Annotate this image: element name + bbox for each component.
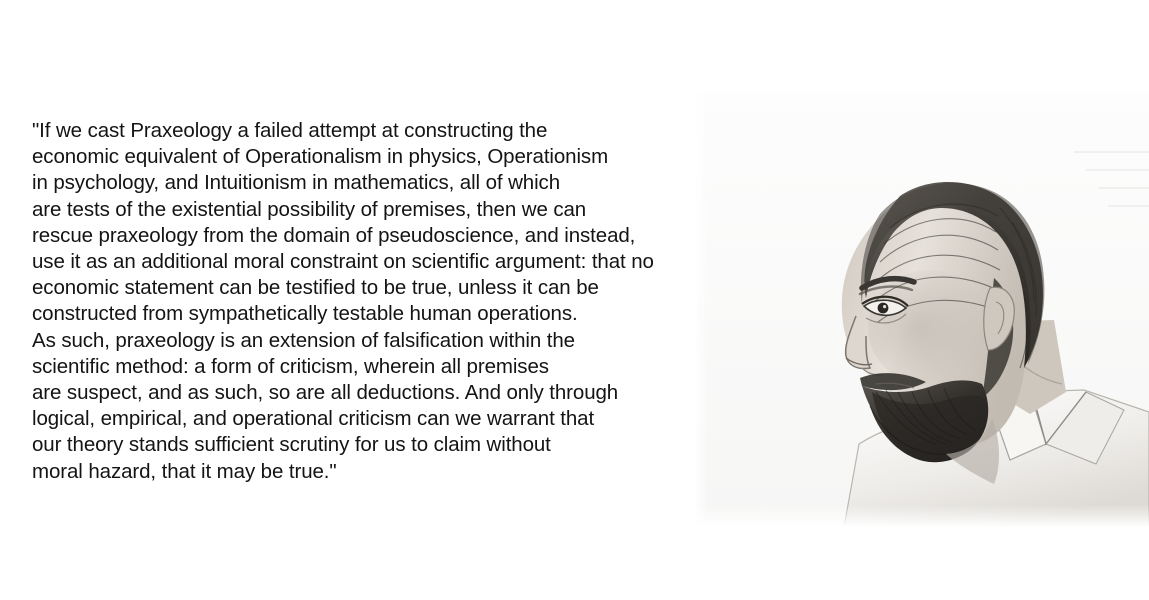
quote-line: are suspect, and as such, so are all deductions. And only through: [32, 381, 619, 405]
quote-line: moral hazard, that it may be true.": [32, 459, 337, 483]
quote-line: constructed from sympathetically testable human operations.: [32, 302, 578, 326]
quote-line: economic statement can be testified to be true, unless it can be: [32, 276, 599, 300]
quote-text-block: [32, 118, 742, 485]
quote-line: use it as an additional moral constraint on scientific argument: that no: [32, 250, 654, 274]
quote-line: economic equivalent of Operationalism in physics, Operationism: [32, 145, 609, 169]
portrait-left-fade: [694, 92, 708, 527]
quote-line: logical, empirical, and operational criticism can we warrant that: [32, 407, 595, 431]
quote-line: scientific method: a form of criticism, wherein all premises: [32, 354, 549, 378]
man-portrait-sketch: [694, 92, 1149, 527]
portrait-bottom-fade: [694, 505, 1149, 527]
quote-line: our theory stands sufficient scrutiny for us to claim without: [32, 433, 551, 457]
quote-line: rescue praxeology from the domain of pseudoscience, and instead,: [32, 223, 636, 247]
quote-line: in psychology, and Intuitionism in mathematics, all of which: [32, 171, 561, 195]
quote-line: As such, praxeology is an extension of falsification within the: [32, 328, 575, 352]
quote-line: "If we cast Praxeology a failed attempt at constructing the: [32, 119, 548, 142]
quote-line: are tests of the existential possibility of premises, then we can: [32, 197, 587, 221]
